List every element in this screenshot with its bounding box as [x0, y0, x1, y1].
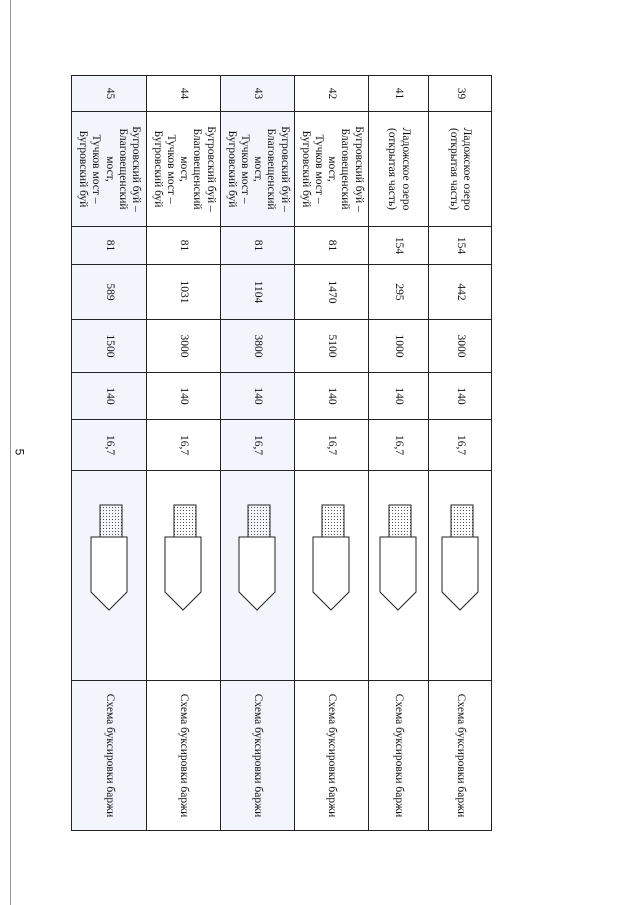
page-number: 5: [12, 448, 27, 456]
cell-value-c: 3000: [429, 320, 492, 373]
table-row: [72, 76, 147, 831]
barge-shape: [240, 537, 276, 610]
cell-scheme-label: Схема буксировки баржи: [369, 681, 429, 831]
tug-shape: [451, 505, 473, 537]
cell-route: Бугровский буй – Благовещенский мост, Тучков мост – Бугровский буй: [147, 112, 221, 227]
cell-value-c: 3000: [147, 320, 221, 373]
cell-value-e: 16,7: [72, 420, 147, 471]
cell-value-d: 140: [295, 373, 369, 420]
table-row: [429, 76, 492, 831]
cell-value-e: 16,7: [369, 420, 429, 471]
cell-scheme-label: Схема буксировки баржи: [221, 681, 295, 831]
cell-value-c: 5100: [295, 320, 369, 373]
cell-value-b: 1104: [221, 265, 295, 320]
cell-value-a: 81: [295, 227, 369, 265]
cell-scheme-label: Схема буксировки баржи: [295, 681, 369, 831]
cell-value-b: 1470: [295, 265, 369, 320]
cell-value-e: 16,7: [221, 420, 295, 471]
towing-table: [71, 75, 492, 831]
table-row: [147, 76, 221, 831]
cell-value-b: 589: [72, 265, 147, 320]
cell-number: 45: [72, 76, 147, 112]
cell-barge-diagram: [369, 471, 429, 681]
cell-barge-diagram: [295, 471, 369, 681]
barge-diagram: [309, 476, 355, 676]
cell-value-c: 1500: [72, 320, 147, 373]
tug-shape: [175, 505, 197, 537]
cell-route: Бугровский буй – Благовещенский мост, Тучков мост – Бугровский буй: [295, 112, 369, 227]
cell-value-d: 140: [221, 373, 295, 420]
cell-value-d: 140: [72, 373, 147, 420]
tug-shape: [100, 505, 122, 537]
barge-diagram: [86, 476, 132, 676]
cell-value-d: 140: [369, 373, 429, 420]
cell-route: Ладожское озеро (открытая часть): [429, 112, 492, 227]
cell-number: 39: [429, 76, 492, 112]
cell-number: 42: [295, 76, 369, 112]
towing-table-wrapper: [72, 75, 492, 830]
barge-diagram: [437, 476, 483, 676]
cell-value-a: 154: [369, 227, 429, 265]
cell-barge-diagram: [72, 471, 147, 681]
tug-shape: [249, 505, 271, 537]
tug-shape: [390, 505, 412, 537]
cell-value-d: 140: [429, 373, 492, 420]
cell-value-c: 3800: [221, 320, 295, 373]
barge-shape: [381, 537, 417, 610]
cell-value-a: 81: [72, 227, 147, 265]
cell-number: 43: [221, 76, 295, 112]
tug-shape: [323, 505, 345, 537]
cell-scheme-label: Схема буксировки баржи: [72, 681, 147, 831]
cell-value-c: 1000: [369, 320, 429, 373]
cell-barge-diagram: [429, 471, 492, 681]
barge-diagram: [161, 476, 207, 676]
cell-barge-diagram: [147, 471, 221, 681]
table-row: [369, 76, 429, 831]
barge-shape: [314, 537, 350, 610]
cell-value-b: 1031: [147, 265, 221, 320]
cell-route: Бугровский буй – Благовещенский мост, Тучков мост – Бугровский буй: [221, 112, 295, 227]
barge-diagram: [235, 476, 281, 676]
cell-route: Бугровский буй – Благовещенский мост, Тучков мост – Бугровский буй: [72, 112, 147, 227]
barge-shape: [166, 537, 202, 610]
table-row: [295, 76, 369, 831]
barge-shape: [91, 537, 127, 610]
cell-number: 41: [369, 76, 429, 112]
table-body: [72, 76, 492, 831]
cell-scheme-label: Схема буксировки баржи: [429, 681, 492, 831]
cell-value-e: 16,7: [147, 420, 221, 471]
cell-barge-diagram: [221, 471, 295, 681]
barge-shape: [442, 537, 478, 610]
scan-edge-line: [10, 0, 11, 905]
cell-value-a: 154: [429, 227, 492, 265]
cell-value-e: 16,7: [429, 420, 492, 471]
cell-route: Ладожское озеро (открытая часть): [369, 112, 429, 227]
barge-diagram: [376, 476, 422, 676]
cell-value-b: 295: [369, 265, 429, 320]
cell-value-a: 81: [221, 227, 295, 265]
cell-number: 44: [147, 76, 221, 112]
cell-scheme-label: Схема буксировки баржи: [147, 681, 221, 831]
cell-value-d: 140: [147, 373, 221, 420]
cell-value-e: 16,7: [295, 420, 369, 471]
cell-value-b: 442: [429, 265, 492, 320]
cell-value-a: 81: [147, 227, 221, 265]
table-row: [221, 76, 295, 831]
